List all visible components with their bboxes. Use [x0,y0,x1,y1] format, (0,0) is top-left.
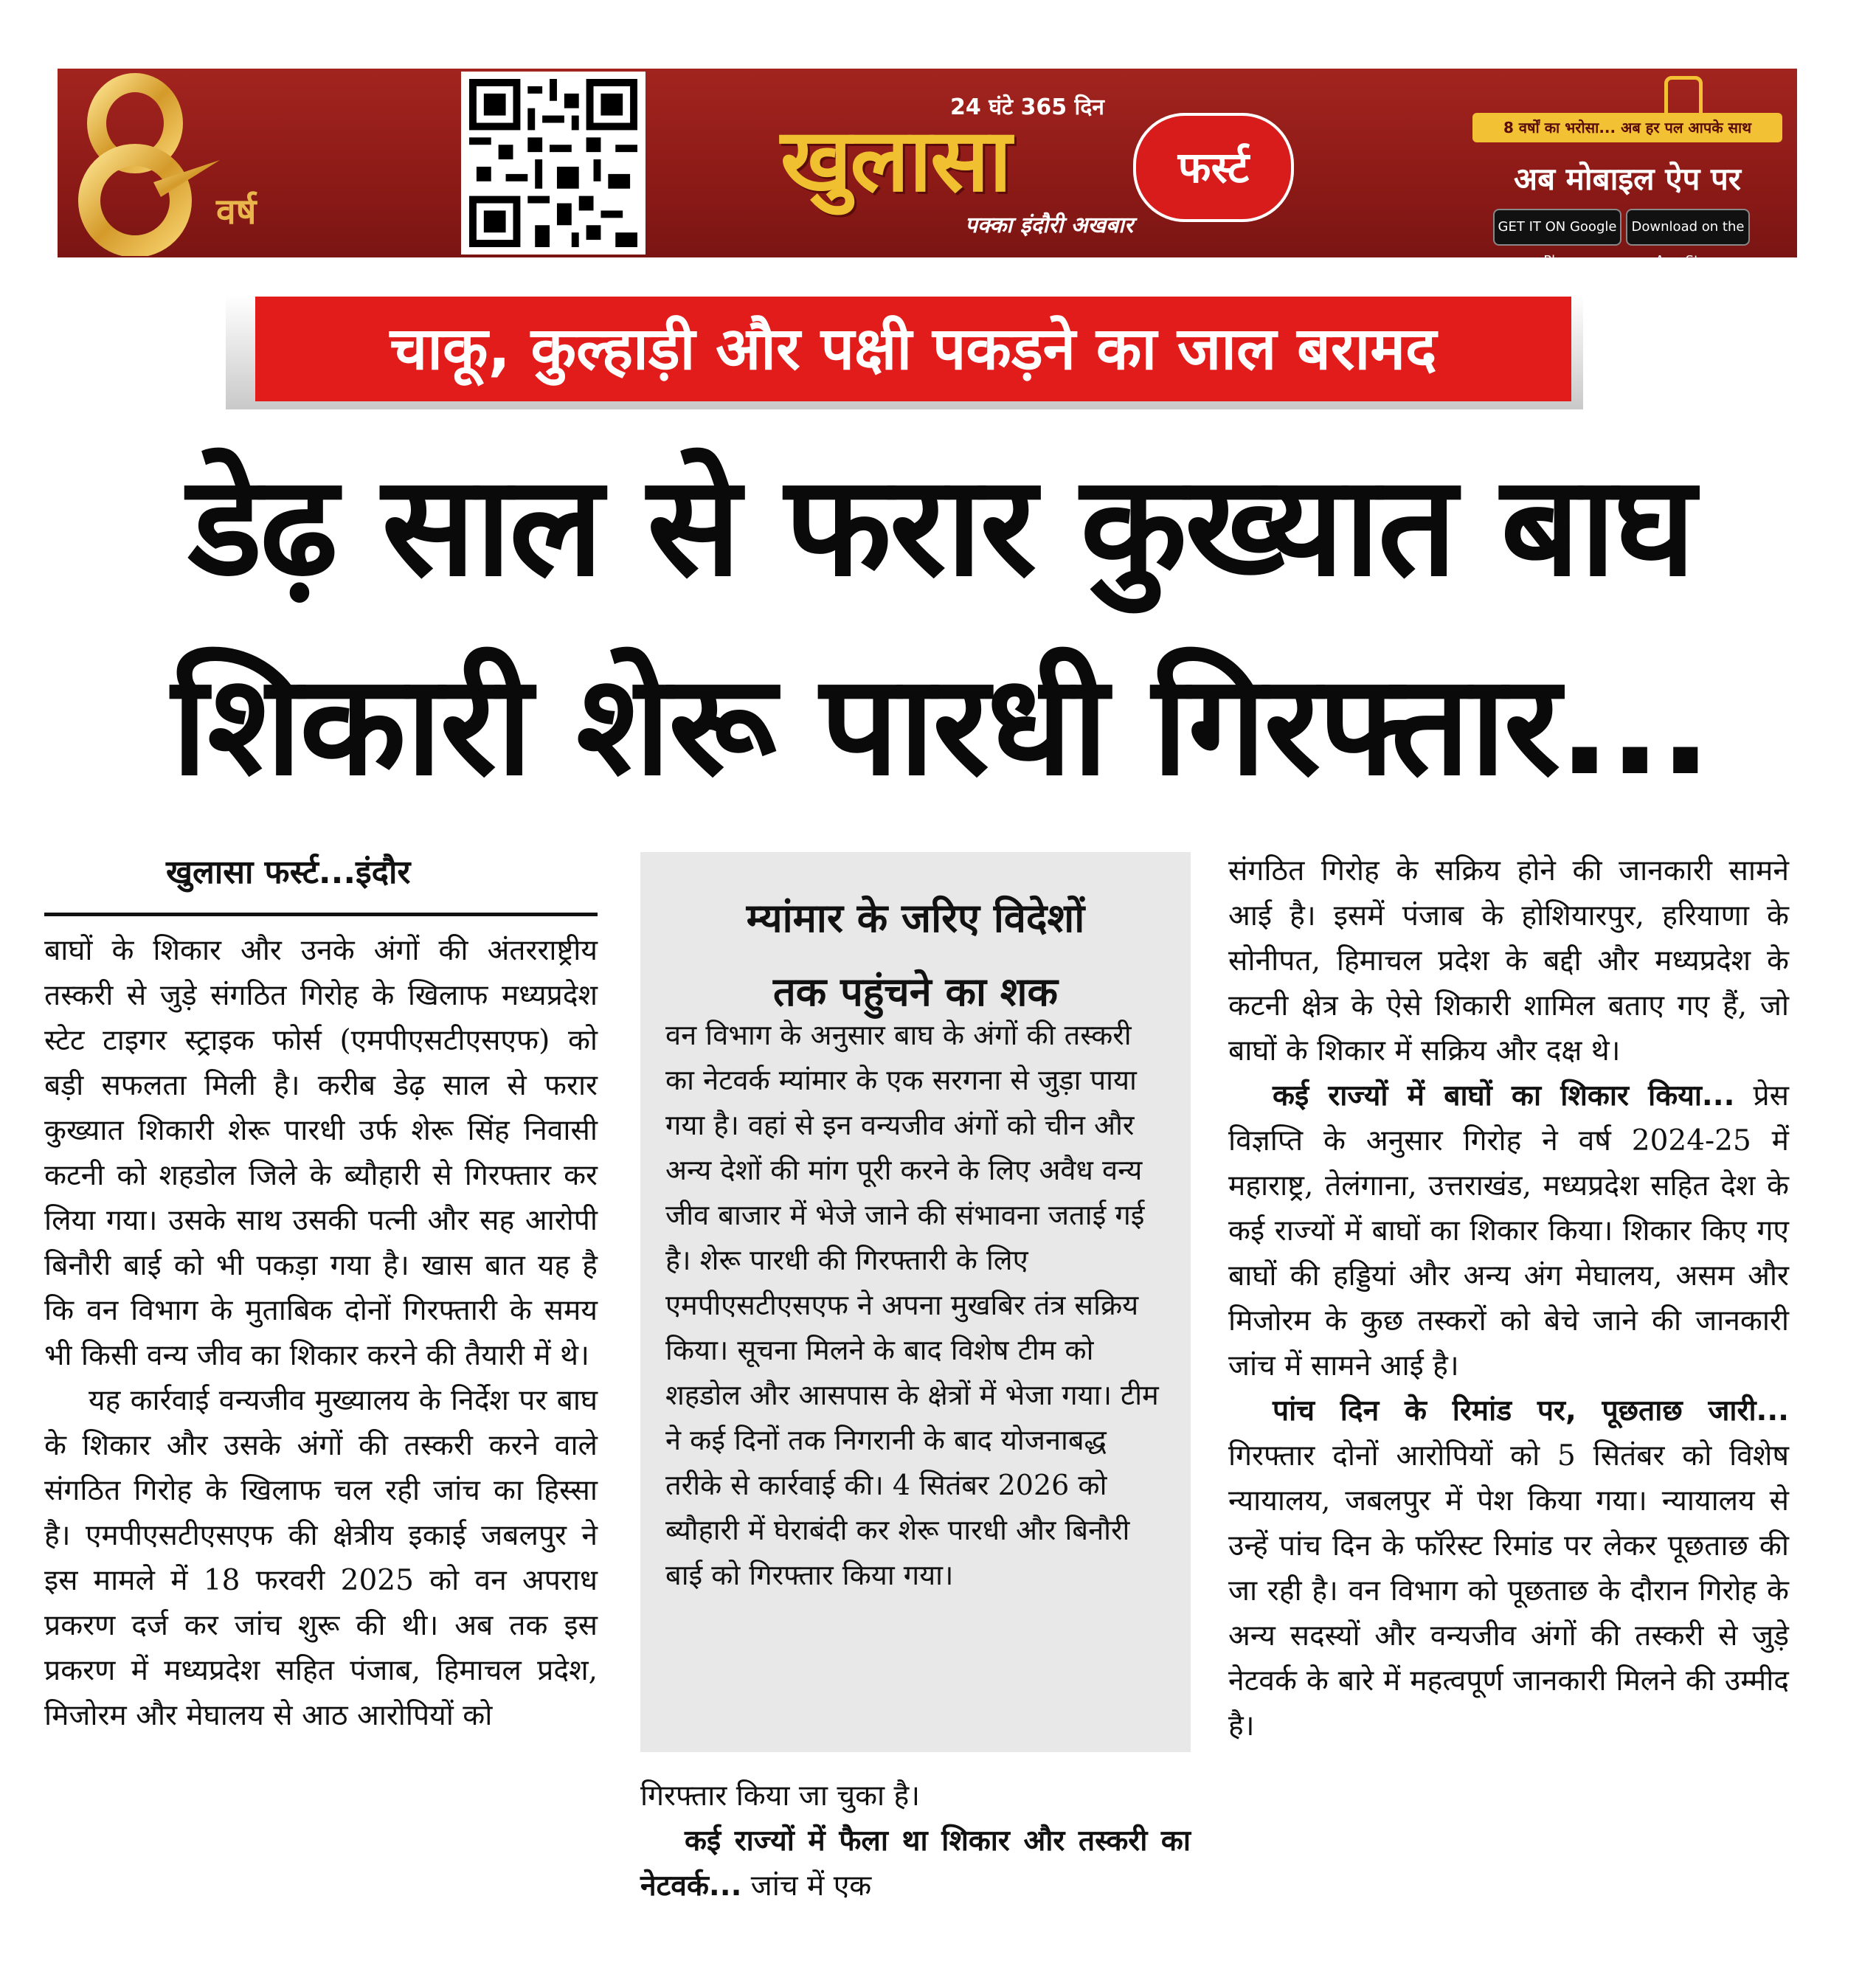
google-play-button[interactable]: GET IT ON Google Play [1493,209,1621,246]
app-store-button[interactable]: Download on the App Store [1626,209,1750,246]
byline: खुलासा फर्स्ट...इंदौर [166,854,411,891]
app-label: अब मोबाइल ऐप पर [1513,161,1741,197]
anniversary-emblem [58,69,294,257]
kicker-banner: चाकू, कुल्हाड़ी और पक्षी पकड़ने का जाल बरामद [255,297,1571,401]
anniversary-label: वर्ष [216,191,257,232]
app-promo [1465,76,1790,269]
brand-tagline-bottom: पक्का इंदौरी अखबार [965,212,1134,238]
sidebar-title-line: तक पहुंचने का शक [773,969,1058,1015]
qr-code-icon [468,79,638,247]
paragraph [640,1819,1191,1909]
headline-line-2: शिकारी शेरू पारधी गिरफ्तार... [171,645,1710,806]
paragraph: गिरफ्तार किया जा चुका है। [640,1779,921,1813]
subheading: पांच दिन के रिमांड पर, पूछताछ जारी... [1273,1394,1789,1428]
paragraph: संगठित गिरोह के सक्रिय होने की जानकारी सामने आई है। इसमें पंजाब के होशियारपुर, हरियाणा के सोनीपत, हिमाचल प्रदेश के बद्दी और मध्यप्रदेश के कटनी क्षेत्र के ऐसे शिकारी शामिल बताए गए हैं, जो बाघों के शिकार में सक्रिय और दक्ष थे। [1228,854,1789,1067]
paragraph-text: प्रेस विज्ञप्ति के अनुसार गिरोह ने वर्ष 2024-25 में महाराष्ट्र, तेलंगाना, उत्तराखंड, मध्यप्रदेश सहित देश के कई राज्यों में बाघों का शिकार किया। शिकार किए गए बाघों की हड्डियां और अन्य अंग मेघालय, असम और मिजोरम के कुछ तस्करों को बेचे जाने की जानकारी जांच में सामने आई है। [1228,1079,1790,1383]
subheading: कई राज्यों में बाघों का शिकार किया... [1273,1079,1735,1112]
qr-code[interactable] [461,72,645,255]
sidebar-box [640,852,1191,1752]
paragraph [1228,1388,1789,1748]
paragraph-text: गिरफ्तार दोनों आरोपियों को 5 सितंबर को विशेष न्यायालय, जबलपुर में पेश किया गया। न्यायालय से उन्हें पांच दिन के फॉरेस्ट रिमांड पर लेकर पूछताछ की जा रही है। वन विभाग को पूछताछ के दौरान गिरोह के अन्य सदस्यों और वन्यजीव अंगों की तस्करी से जुड़े नेटवर्क के बारे में महत्वपूर्ण जानकारी मिलने की उम्मीद है। [1228,1439,1789,1743]
article-column-1 [44,928,598,1738]
brand-badge: फर्स्ट [1133,113,1294,222]
article-column-3 [1228,848,1789,1748]
brand-name: खुलासा [780,109,1011,211]
subheading: कई राज्यों में फैला था शिकार और तस्करी का नेटवर्क... [640,1824,1191,1903]
sidebar-box-text: वन विभाग के अनुसार बाघ के अंगों की तस्करी का नेटवर्क म्यांमार के एक सरगना से जुड़ा पाया गया है। वहां से इन वन्यजीव अंगों को चीन और अन्य देशों की मांग पूरी करने के लिए अवैध वन्य जीव बाजार में भेजे जाने की संभावना जताई गई है। शेरू पारधी की गिरफ्तारी के लिए एमपीएसटीएसएफ ने अपना मुखबिर तंत्र सक्रिय किया। सूचना मिलने के बाद विशेष टीम को शहडोल और आसपास के क्षेत्रों में भेजा गया। टीम ने कई दिनों तक निगरानी के बाद योजनाबद्ध तरीके से कार्रवाई की। 4 सितंबर 2026 को ब्यौहारी में घेराबंदी कर शेरू पारधी और बिनौरी बाई को गिरफ्तार किया गया। [665,1019,1159,1591]
article-column-2 [640,1774,1191,1909]
paragraph: यह कार्रवाई वन्यजीव मुख्यालय के निर्देश पर बाघ के शिकार और उसके अंगों की तस्करी करने वाले संगठित गिरोह के खिलाफ चल रही जांच का हिस्सा है। एमपीएसटीएसएफ की क्षेत्रीय इकाई जबलपुर ने इस मामले में 18 फरवरी 2025 को वन अपराध प्रकरण दर्ज कर जांच शुरू की थी। अब तक इस प्रकरण में मध्यप्रदेश सहित पंजाब, हिमाचल प्रदेश, मिजोरम और मेघालय से आठ आरोपियों को [44,1384,598,1732]
brand-tagline-top: 24 घंटे 365 दिन [950,94,1104,120]
paragraph-text: जांच में एक [741,1869,872,1903]
sidebar-title-line: म्यांमार के जरिए विदेशों [746,895,1085,941]
eight-years-logo [65,72,227,256]
headline-line-1: डेढ़ साल से फरार कुख्यात बाघ [187,446,1694,607]
paragraph: बाघों के शिकार और उनके अंगों की अंतरराष्ट्रीय तस्करी से जुड़े संगठित गिरोह के खिलाफ मध्यप्रदेश स्टेट टाइगर स्ट्राइक फोर्स (एमपीएसटीएसएफ) को बड़ी सफलता मिली है। करीब डेढ़ साल से फरार कुख्यात शिकारी शेरू पारधी उर्फ शेरू सिंह निवासी कटनी को शहडोल जिले के ब्यौहारी से गिरफ्तार कर लिया गया। उसके साथ उसकी पत्नी और सह आरोपी बिनौरी बाई को भी पकड़ा गया है। खास बात यह है कि वन विभाग के मुताबिक दोनों गिरफ्तारी के समय भी किसी वन्य जीव का शिकार करने की तैयारी में थे। [44,934,598,1372]
byline-divider [44,913,598,916]
masthead [58,69,1797,269]
brand-logo [780,91,1312,246]
paragraph [1228,1073,1789,1388]
app-trust-banner: 8 वर्षों का भरोसा... अब हर पल आपके साथ [1472,113,1782,142]
sidebar-box-title [640,882,1191,1029]
